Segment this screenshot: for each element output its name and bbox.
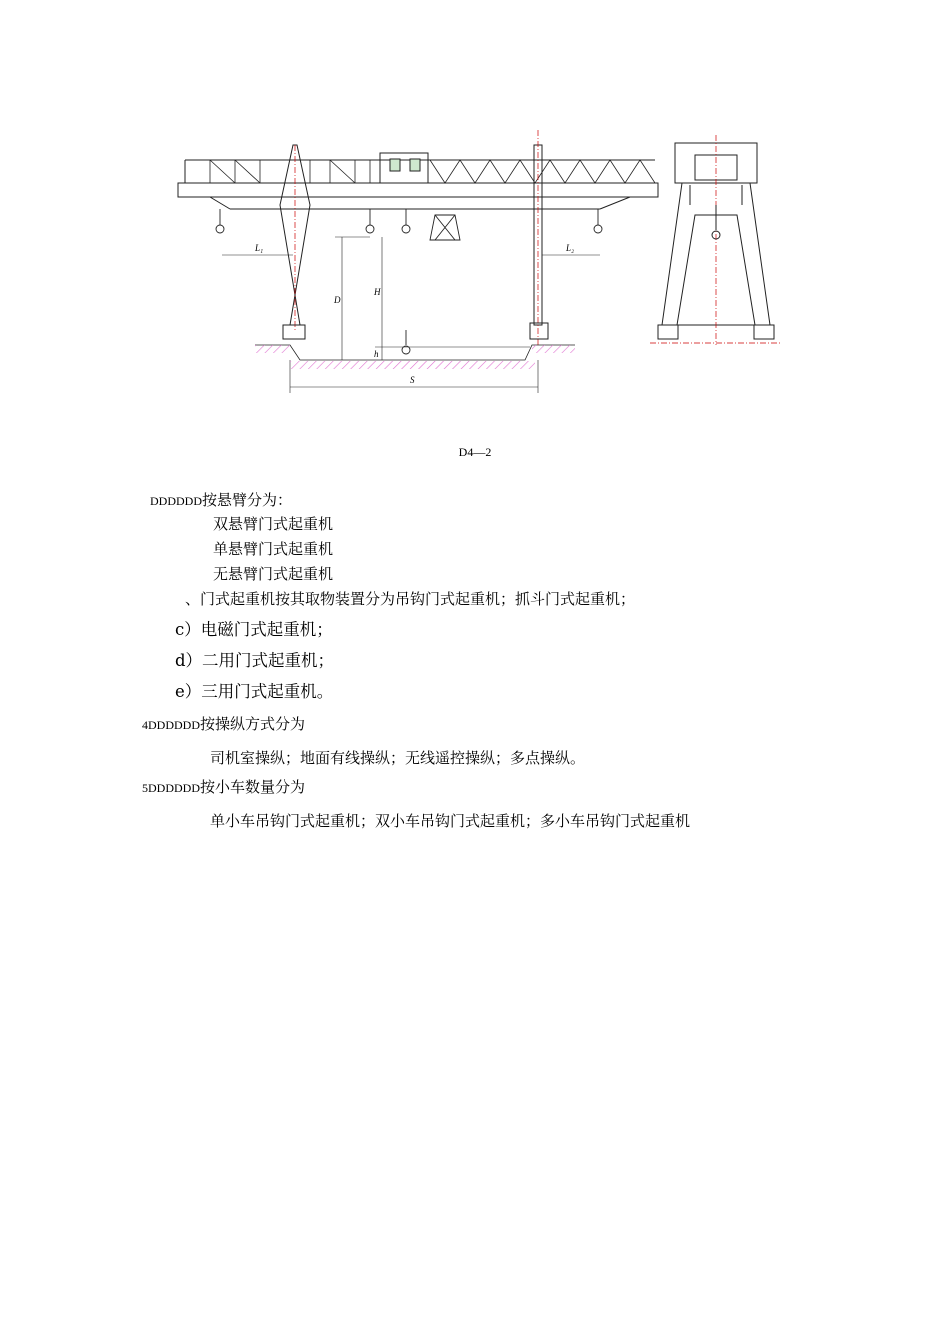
dim-label-h-lower: h	[374, 349, 379, 359]
dim-label-l2: L₂	[566, 243, 575, 253]
list-item: e）三用门式起重机。	[175, 682, 334, 701]
dim-label-l1: L₁	[255, 243, 264, 253]
dim-label-h-upper: H	[374, 287, 381, 297]
dim-label-d: D	[334, 295, 341, 305]
section-pickup-device: 、门式起重机按其取物装置分为吊钩门式起重机；抓斗门式起重机；	[185, 590, 636, 608]
dim-label-s: S	[410, 375, 415, 385]
list-item: 单小车吊钩门式起重机；双小车吊钩门式起重机；多小车吊钩门式起重机	[210, 812, 691, 830]
list-item: d）二用门式起重机；	[175, 651, 335, 670]
list-item: 双悬臂门式起重机	[213, 515, 334, 533]
figure-caption: D4—2	[458, 445, 492, 459]
gantry-crane-drawing	[170, 125, 780, 400]
section-trolley-heading: 5DDDDDD按小车数量分为	[142, 778, 306, 796]
section-control-heading: 4DDDDDD按操纵方式分为	[142, 715, 306, 733]
list-item: 单悬臂门式起重机	[213, 540, 334, 558]
list-item: 司机室操纵；地面有线操纵；无线遥控操纵；多点操纵。	[210, 749, 586, 767]
list-item: c）电磁门式起重机；	[175, 620, 333, 639]
list-item: 无悬臂门式起重机	[213, 565, 334, 583]
section-cantilever-heading: DDDDDD按悬臂分为：	[150, 491, 293, 509]
